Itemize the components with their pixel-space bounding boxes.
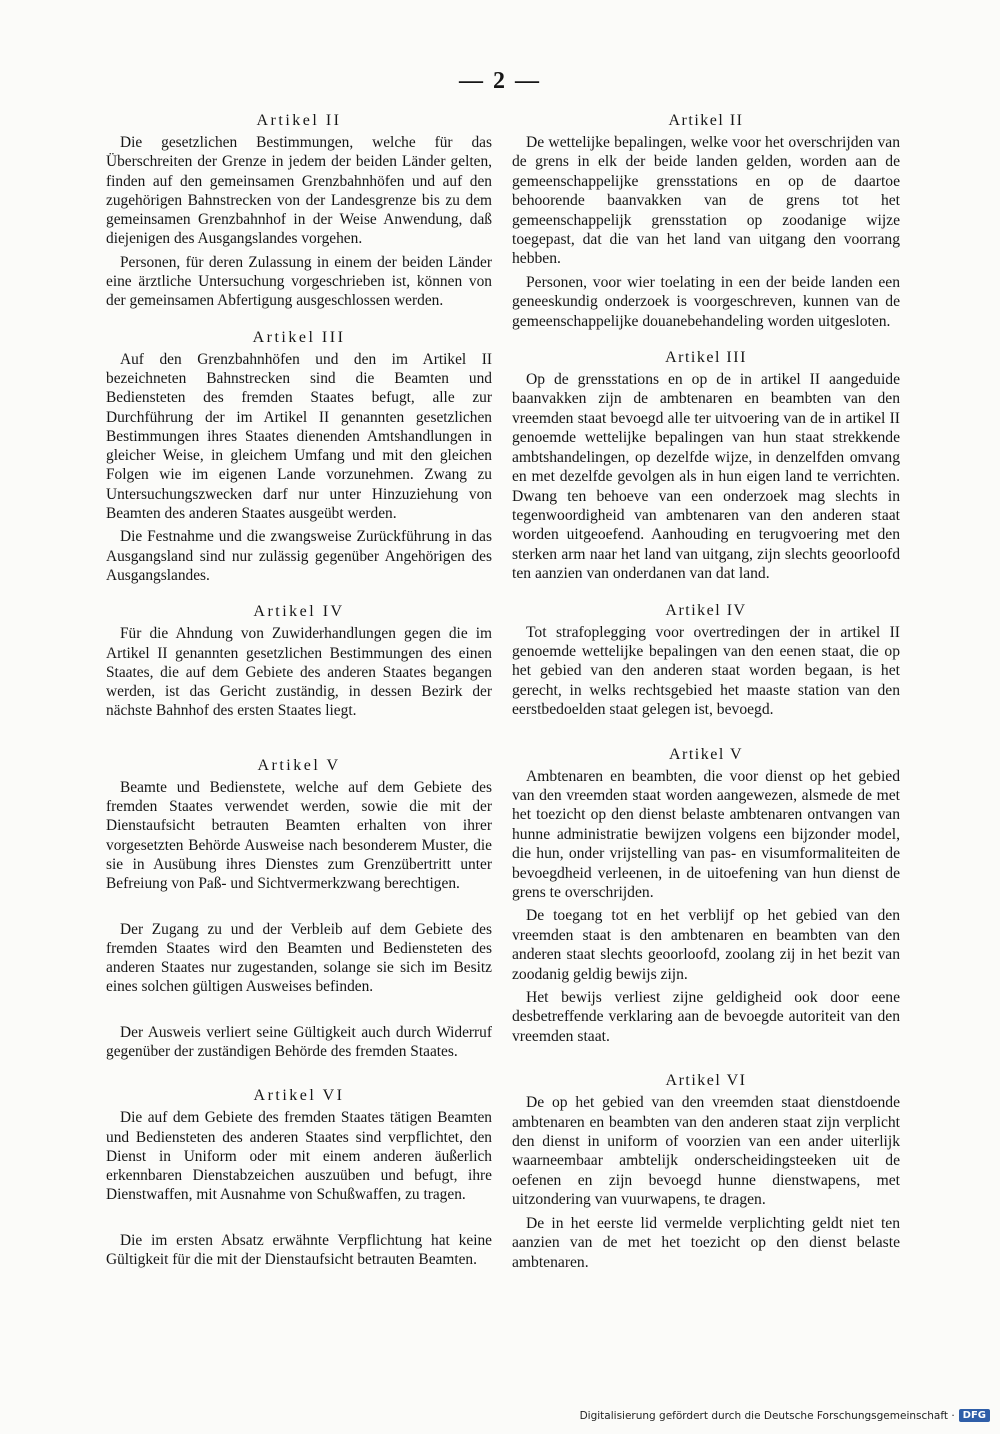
article-5-de xyxy=(106,757,492,1062)
article-heading: Artikel VI xyxy=(253,1087,345,1105)
paragraph: Die auf dem Gebiete des fremden Staates tätigen Beamten und Bediensteten des anderen Staates sind verpflichtet, den Dienst in Uniform oder mit einem anderen äußerlich erkennbaren Dienstabzeichen auszuüben und befugt, ihre Dienstwaffen, mit Ausnahme von Schußwaffen, zu tragen. xyxy=(106,1109,492,1204)
paragraph: Für die Ahndung von Zuwiderhandlungen gegen die im Artikel II genannten gesetzlichen Bestimmungen des einen Staates, die auf dem Gebiete des anderen Staates begangen werden, ist das Gericht zuständig, in dessen Bezirk der nächste Bahnhof des ersten Staates liegt. xyxy=(106,625,492,720)
article-heading: Artikel IV xyxy=(665,601,747,619)
digitization-footer xyxy=(580,1409,990,1422)
dfg-logo-icon: DFG xyxy=(959,1409,990,1422)
article-3-de xyxy=(106,329,492,586)
article-5-nl xyxy=(512,746,900,1047)
article-2-de xyxy=(106,112,492,311)
paragraph: De toegang tot en het verblijf op het gebied van den vreemden staat is den ambtenaren en beambten van den anderen staat slechts geoorloofd, zoolang zij in het bezit van zoodanig geldig bewijs zijn. xyxy=(512,907,900,983)
paragraph: Het bewijs verliest zijne geldigheid ook door eene desbetreffende verklaring aan de bevoegde autoriteit van den vreemden staat. xyxy=(512,989,900,1045)
paragraph: Auf den Grenzbahnhöfen und den im Artikel II bezeichneten Bahnstrecken sind die Beamten und Bediensteten des fremden Staates befugt, alle zur Durchführung der im Artikel II genannten gesetzlichen Bestimmungen ihres Staates dienenden Amtshandlungen in gleicher Weise, in gleichem Umfang und mit den gleichen Folgen wie im eigenen Lande vorzunehmen. Zwang zu Untersuchungszwecken darf nur unter Hinzuziehung von Beamten des anderen Staates ausgeübt werden. xyxy=(106,350,492,523)
article-heading: Artikel V xyxy=(668,745,744,763)
paragraph: Ambtenaren en beambten, die voor dienst op het gebied van den vreemden staat worden aangewezen, alsmede de met het toezicht op den dienst belaste ambtenaren ontvangen van hunne administratie bewijzen volgens een bijzonder model, die hun, onder vrijstelling van pas- en visumformaliteiten de bevoegdheid verleenen, in de uitoefening van hun dienst de grens te overschrijden. xyxy=(512,767,900,901)
paragraph: De in het eerste lid vermelde verplichting geldt niet ten aanzien van de met het toezicht op den dienst belaste ambtenaren. xyxy=(512,1214,900,1271)
footer-text: Digitalisierung gefördert durch die Deutsche Forschungsgemeinschaft · xyxy=(579,1409,955,1422)
article-3-nl xyxy=(512,349,900,583)
article-heading: Artikel II xyxy=(668,112,744,129)
article-heading: Artikel III xyxy=(252,328,346,346)
paragraph: Der Zugang zu und der Verbleib auf dem Gebiete des fremden Staates wird den Beamten und Bediensteten des anderen Staates nur zugestanden, solange sie sich im Besitz eines solchen gültigen Ausweises befinden. xyxy=(106,920,492,996)
paragraph: Personen, voor wier toelating in een der beide landen een geneeskundig onderzoek is voorgeschreven, kunnen van de gemeenschappelijke douanebehandeling worden uitgesloten. xyxy=(512,273,900,330)
article-6-de xyxy=(106,1087,492,1269)
paragraph: Personen, für deren Zulassung in einem der beiden Länder eine ärztliche Untersuchung vorgeschrieben ist, können von der gemeinsamen Abfertigung ausgeschlossen werden. xyxy=(106,253,492,310)
article-4-de xyxy=(106,603,492,720)
dutch-column xyxy=(512,112,900,1276)
article-heading: Artikel III xyxy=(665,349,747,367)
paragraph: Der Ausweis verliert seine Gültigkeit auch durch Widerruf gegenüber der zuständigen Behörde des fremden Staates. xyxy=(106,1023,492,1060)
article-heading: Artikel IV xyxy=(253,603,345,621)
article-6-nl xyxy=(512,1072,900,1272)
paragraph: De wettelijke bepalingen, welke voor het overschrijden van de grens in elk der beide landen gelden, worden aan de gemeenschappelijke grensstations en op de daartoe behoorende baanvakken van de grens tot het gemeenschappelijk grensstation op zoodanige wijze toegepast, dat die van het land van uitgang den voorrang hebben. xyxy=(512,134,900,268)
paragraph: Beamte und Bedienstete, welche auf dem Gebiete des fremden Staates verwendet werden, sowie die mit der Dienstaufsicht betrauten Beamten erhalten von ihrer vorgesetzten Behörde Ausweise nach besonderem Muster, die sie in Ausübung ihres Dienstes zum Grenzübertritt unter Befreiung von Paß- und Sichtvermerkzwang berechtigen. xyxy=(106,778,492,893)
paragraph: Die Festnahme und die zwangsweise Zurückführung in das Ausgangsland sind nur zulässig gegenüber Angehörigen des Ausgangslandes. xyxy=(106,528,492,584)
paragraph: De op het gebied van den vreemden staat dienstdoende ambtenaren en beambten van den anderen staat zijn verplicht den dienst in uniform of voorzien van een ander uiterlijk waarneembaar ambtelijk onderscheidingsteeken uit de oefenen en zijn bevoegd hunne dienstwapens, met uitzondering van vuurwapens, te dragen. xyxy=(512,1094,900,1209)
paragraph: Die gesetzlichen Bestimmungen, welche für das Überschreiten der Grenze in jedem der beiden Länder gelten, finden auf den gemeinsamen Grenzbahnhöfen und auf den zugehörigen Bahnstrecken von der Landesgrenze bis zu dem gemeinsamen Grenzbahnhof in der Weise Anwendung, daß diejenigen des Ausgangslandes vorgehen. xyxy=(106,134,492,248)
paragraph: Tot strafoplegging voor overtredingen der in artikel II genoemde wettelijke bepalingen van den eenen staat, die op het gebied van den anderen staat worden begaan, is het gerecht, in welks rechtsgebied het maaste station van den eerstbedoelden staat gelegen ist, bevoegd. xyxy=(512,623,900,719)
article-4-nl xyxy=(512,602,900,720)
article-2-nl xyxy=(512,112,900,331)
paragraph: Op de grensstations en op de in artikel II aangeduide baanvakken zijn de ambtenaren en beambten van den vreemden staat bevoegd alle ter uitvoering van de in artikel II genoemde wettelijke bepalingen van hun staat strekkende ambtshandelingen, op dezelfde wijze, in denzelfden omvang en met dezelfde gevolgen als in hun eigen land te verrichten. Dwang ten behoeve van een onderzoek mag slechts in tegenwoordigheid van ambtenaren van den anderen staat worden uitgeoefend. Aanhouding en terugvoering met den sterken arm naar het land van uitgang, zijn slechts geoorloofd ten aanzien van onderdanen van dat land. xyxy=(512,371,900,583)
german-column xyxy=(106,112,492,1273)
paragraph: Die im ersten Absatz erwähnte Verpflichtung hat keine Gültigkeit für die mit der Dienstaufsicht betrauten Beamten. xyxy=(106,1231,492,1269)
article-heading: Artikel VI xyxy=(665,1072,747,1090)
article-heading: Artikel V xyxy=(257,756,341,774)
page-number: — 2 — xyxy=(459,68,541,94)
article-heading: Artikel II xyxy=(256,112,342,129)
